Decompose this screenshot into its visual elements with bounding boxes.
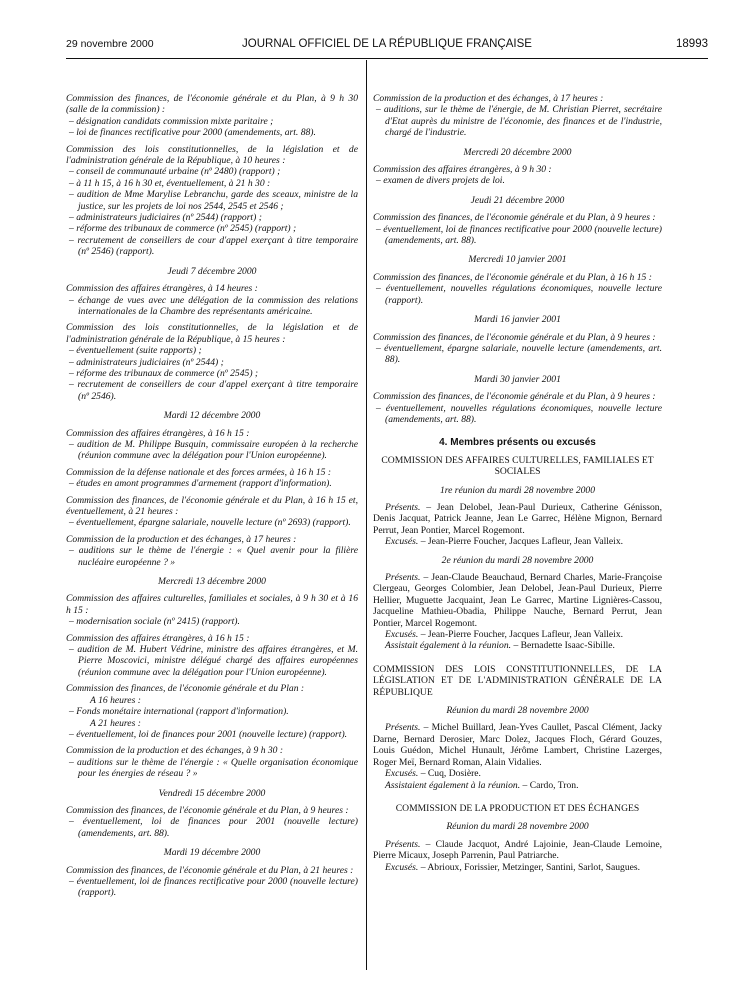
also-label: Assistaient également à la réunion. xyxy=(385,779,521,791)
attendance-excused xyxy=(373,768,662,779)
attendance-present xyxy=(373,502,662,536)
agenda-item: – éventuellement, loi de finances pour 2001 (nouvelle lecture) (amendements, art. 88). xyxy=(69,816,358,839)
meeting-title: 2e réunion du mardi 28 novembre 2000 xyxy=(441,554,594,566)
agenda-heading: Commission des lois constitutionnelles, de la législation et de l'administration générale de la République, à 10 heures : xyxy=(66,143,358,167)
present-names: – Jean-Claude Beauchaud, Bernard Charles, Marie-Françoise Clergeau, Georges Colombier, Jean Delobel, Jean-Paul Durieux, Pierre Hellier, Muguette Jacquaint, Jean Le Garrec, Martine Lignières-Cassou, Jacqueline Mathieu-Obadia, Philippe Nauche, Bernard Perrut, Jean Pontier, Marcel Rogemont. xyxy=(373,572,662,629)
agenda-heading: Commission des affaires étrangères, à 9 h 30 : xyxy=(373,164,552,176)
attendance-present xyxy=(373,839,662,862)
agenda-heading: Commission des affaires étrangères, à 16 h 15 : xyxy=(66,427,250,439)
agenda-item: – désignation candidats commission mixte paritaire ; xyxy=(69,115,274,127)
agenda-item: – recrutement de conseillers de cour d'appel exerçant à titre temporaire (nº 2546) (rapport). xyxy=(69,234,358,258)
agenda-heading: Commission de la production et des échanges, à 9 h 30 : xyxy=(66,745,284,757)
agenda-item: – éventuellement, loi de finances rectificative pour 2000 (nouvelle lecture) (amendements, art. 88). xyxy=(376,223,662,247)
left-column xyxy=(66,94,358,899)
agenda-item: – à 11 h 15, à 16 h 30 et, éventuellement, à 21 h 30 : xyxy=(69,177,271,189)
agenda-item: – Fonds monétaire international (rapport d'information). xyxy=(69,706,289,718)
day-heading: Jeudi 21 décembre 2000 xyxy=(470,194,565,206)
present-label: Présents. xyxy=(385,838,421,850)
agenda-item: – administrateurs judiciaires (nº 2544) (rapport) ; xyxy=(69,212,262,224)
agenda-item: – éventuellement, nouvelles régulations économiques, nouvelle lecture (rapport). xyxy=(376,283,662,306)
day-heading: Vendredi 15 décembre 2000 xyxy=(158,787,266,799)
agenda-item: – loi de finances rectificative pour 2000 (amendements, art. 88). xyxy=(69,127,316,139)
present-label: Présents. xyxy=(385,501,421,513)
excused-label: Excusés. xyxy=(385,768,419,780)
agenda-item: – audition de M. Hubert Védrine, ministre des affaires étrangères, et M. Pierre Moscovici, ministre délégué chargé des affaires européennes (réunion commune avec la délégation pour l'Union européenne). xyxy=(69,644,358,678)
excused-label: Excusés. xyxy=(385,536,419,548)
also-names: – Cardo, Tron. xyxy=(520,779,579,791)
day-heading: Mercredi 10 janvier 2001 xyxy=(468,254,567,266)
meeting-title: Réunion du mardi 28 novembre 2000 xyxy=(446,821,589,833)
agenda-heading: Commission de la production et des échanges, à 17 heures : xyxy=(373,93,604,104)
agenda-item: – échange de vues avec une délégation de la commission des relations internationales de la Chambre des représentants américaine. xyxy=(69,294,358,317)
day-heading: Jeudi 7 décembre 2000 xyxy=(167,265,257,277)
agenda-item: – audition de M. Philippe Busquin, commissaire européen à la recherche (réunion commune avec la délégation pour l'Union européenne). xyxy=(69,438,358,462)
agenda-heading: Commission des affaires étrangères, à 16 h 15 : xyxy=(66,632,250,644)
present-names: – Jean Delobel, Jean-Paul Durieux, Catherine Génisson, Denis Jacquat, Patrick Jeanne, Jean Le Garrec, Hélène Mignon, Bernard Perrut, Jean Pontier, Marcel Rogemont. xyxy=(373,501,662,536)
agenda-item: – éventuellement, loi de finances pour 2001 (nouvelle lecture) (rapport). xyxy=(69,728,348,740)
agenda-item: – auditions sur le thème de l'énergie : « Quel avenir pour la filière nucléaire européenne ? » xyxy=(69,545,358,568)
time-subheading: A 21 heures : xyxy=(90,717,141,729)
excused-label: Excusés. xyxy=(385,861,419,873)
agenda-item: – éventuellement, loi de finances rectificative pour 2000 (nouvelle lecture) (rapport). xyxy=(69,875,358,899)
attendance-present xyxy=(373,572,662,629)
right-column xyxy=(373,94,662,873)
agenda-item: – éventuellement (suite rapports) ; xyxy=(69,345,202,357)
present-names: – Michel Buillard, Jean-Yves Caullet, Pascal Clément, Jacky Darne, Bernard Derosier, Marc Dolez, Jacques Floch, Gérard Gouzes, Louis Guédon, Michel Hunault, Jérôme Lambert, Christine Lazerges, Roger Meï, Bernard Roman, Alain Vidalies. xyxy=(373,722,662,768)
attendance-also xyxy=(373,640,662,651)
agenda-item: – éventuellement, épargne salariale, nouvelle lecture (amendements, art. 88). xyxy=(376,342,662,366)
agenda-heading: Commission des affaires culturelles, familiales et sociales, à 9 h 30 et à 16 h 15 : xyxy=(66,593,358,616)
agenda-item: – examen de divers projets de loi. xyxy=(376,175,505,187)
excused-names: – Jean-Pierre Foucher, Jacques Lafleur, Jean Valleix. xyxy=(418,629,624,641)
attendance-excused xyxy=(373,536,662,547)
journal-title: JOURNAL OFFICIEL DE LA RÉPUBLIQUE FRANÇAISE xyxy=(242,38,532,50)
agenda-heading: Commission des finances, de l'économie générale et du Plan, à 9 heures : xyxy=(66,804,349,816)
commission-title: COMMISSION DES LOIS CONSTITUTIONNELLES, DE LA LÉGISLATION ET DE L'ADMINISTRATION GÉNÉRALE DE LA RÉPUBLIQUE xyxy=(373,663,662,698)
excused-names: – Cuq, Dosière. xyxy=(418,768,481,780)
present-label: Présents. xyxy=(385,722,421,734)
agenda-item: – recrutement de conseillers de cour d'appel exerçant à titre temporaire (nº 2546). xyxy=(69,379,358,402)
agenda-item: – réforme des tribunaux de commerce (nº 2545) ; xyxy=(69,367,259,379)
day-heading: Mardi 16 janvier 2001 xyxy=(474,314,561,326)
day-heading: Mercredi 20 décembre 2000 xyxy=(463,146,572,158)
excused-names: – Abrioux, Forissier, Metzinger, Santini, Sarlot, Saugues. xyxy=(418,861,641,873)
day-heading: Mardi 19 décembre 2000 xyxy=(163,847,261,859)
header-date: 29 novembre 2000 xyxy=(66,38,154,50)
agenda-heading: Commission des finances, de l'économie générale et du Plan, à 9 heures : xyxy=(373,212,656,224)
column-divider xyxy=(366,60,367,970)
attendance-excused xyxy=(373,862,662,873)
day-heading: Mardi 30 janvier 2001 xyxy=(474,373,561,385)
meeting-title: Réunion du mardi 28 novembre 2000 xyxy=(446,705,589,717)
agenda-item: – auditions, sur le thème de l'énergie, de M. Christian Pierret, secrétaire d'Etat auprès du ministre de l'économie, des finances et de l'industrie, chargé de l'industrie. xyxy=(376,104,662,139)
header-rule xyxy=(66,58,708,59)
agenda-item: – éventuellement, nouvelles régulations économiques, nouvelle lecture (amendements, art. 88). xyxy=(376,402,662,425)
attendance-present xyxy=(373,722,662,768)
agenda-heading: Commission des affaires étrangères, à 14 heures : xyxy=(66,283,258,295)
attendance-excused xyxy=(373,629,662,640)
agenda-item: – auditions sur le thème de l'énergie : « Quelle organisation économique pour les énergies de réseau ? » xyxy=(69,756,358,780)
agenda-heading: Commission des finances, de l'économie générale et du Plan, à 21 heures : xyxy=(66,864,354,876)
agenda-heading: Commission des finances, de l'économie générale et du Plan : xyxy=(66,683,305,695)
agenda-heading: Commission des lois constitutionnelles, de la législation et de l'administration générale de la République, à 15 heures : xyxy=(66,322,358,345)
agenda-heading: Commission de la production et des échanges, à 17 heures : xyxy=(66,533,297,545)
day-heading: Mercredi 13 décembre 2000 xyxy=(158,576,266,588)
present-label: Présents. xyxy=(385,572,421,583)
agenda-heading: Commission des finances, de l'économie générale et du Plan, à 9 h 30 (salle de la commission) : xyxy=(66,93,358,116)
agenda-item: – conseil de communauté urbaine (nº 2480) (rapport) ; xyxy=(69,166,281,178)
agenda-item: – audition de Mme Marylise Lebranchu, garde des sceaux, ministre de la justice, sur les projets de loi nos 2544, 2545 et 2546 ; xyxy=(69,189,358,212)
agenda-item: – réforme des tribunaux de commerce (nº 2545) (rapport) ; xyxy=(69,223,297,235)
also-names: – Bernadette Isaac-Sibille. xyxy=(511,640,615,652)
page-number: 18993 xyxy=(676,38,708,50)
agenda-item: – modernisation sociale (nº 2415) (rapport). xyxy=(69,616,240,628)
agenda-item: – administrateurs judiciaires (nº 2544) ; xyxy=(69,356,224,368)
agenda-item: – études en amont programmes d'armement (rapport d'information). xyxy=(69,478,332,490)
agenda-heading: Commission des finances, de l'économie générale et du Plan, à 9 heures : xyxy=(373,391,656,403)
agenda-heading: Commission des finances, de l'économie générale et du Plan, à 16 h 15 et, éventuellement, à 21 heures : xyxy=(66,494,358,517)
agenda-heading: Commission des finances, de l'économie générale et du Plan, à 9 heures : xyxy=(373,331,656,343)
present-names: – Claude Jacquot, André Lajoinie, Jean-Claude Lemoine, Pierre Micaux, Joseph Parrenin, Paul Patriarche. xyxy=(373,838,662,862)
agenda-heading: Commission des finances, de l'économie générale et du Plan, à 16 h 15 : xyxy=(373,271,652,283)
agenda-item: – éventuellement, épargne salariale, nouvelle lecture (nº 2693) (rapport). xyxy=(69,517,351,529)
excused-names: – Jean-Pierre Foucher, Jacques Lafleur, Jean Valleix. xyxy=(418,536,624,548)
also-label: Assistait également à la réunion. xyxy=(385,640,512,652)
attendance-also xyxy=(373,780,662,791)
page-header xyxy=(66,38,708,56)
time-subheading: A 16 heures : xyxy=(90,694,141,706)
agenda-heading: Commission de la défense nationale et des forces armées, à 16 h 15 : xyxy=(66,466,332,478)
section-title: 4. Membres présents ou excusés xyxy=(439,437,596,449)
commission-title: COMMISSION DE LA PRODUCTION ET DES ÉCHANGES xyxy=(395,802,640,814)
commission-title: COMMISSION DES AFFAIRES CULTURELLES, FAMILIALES ET SOCIALES xyxy=(381,454,654,478)
meeting-title: 1re réunion du mardi 28 novembre 2000 xyxy=(439,484,596,496)
excused-label: Excusés. xyxy=(385,629,419,641)
day-heading: Mardi 12 décembre 2000 xyxy=(163,410,261,422)
